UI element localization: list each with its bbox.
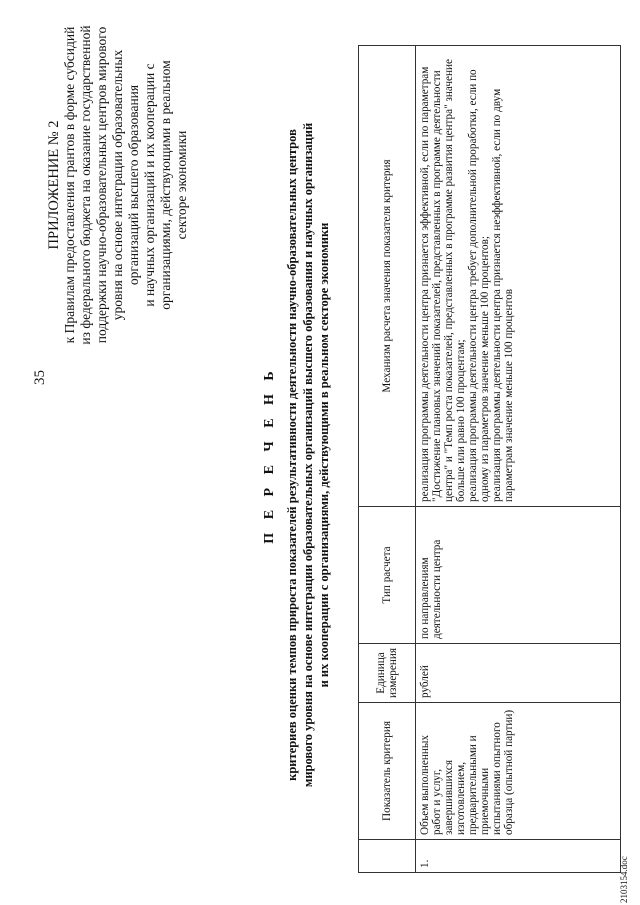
- table-row: [416, 46, 621, 873]
- row-unit: рублей: [416, 644, 621, 703]
- document-id: 2103154.doc: [619, 856, 629, 903]
- appendix-title: ПРИЛОЖЕНИЕ № 2: [46, 120, 62, 250]
- document-heading: [262, 85, 332, 825]
- row-indicator: Объем выполненных работ и услуг, завершившихся изготовлением, предварительными и приемочными испытаниями опытного образца (опытной партии): [416, 703, 621, 840]
- appendix-subtitle-line: организациями, действующими в реальном: [158, 60, 173, 310]
- header-calc-type: Тип расчета: [359, 507, 416, 644]
- header-mechanism: Механизм расчета значения показателя критерия: [359, 46, 416, 507]
- row-mechanism: [416, 46, 621, 507]
- heading-title: П Е Р Е Ч Е Н Ь: [262, 366, 277, 544]
- mechanism-clause: реализация программы деятельности центра признается неэффективной, если по двум параметрам значение меньше 100 процентов: [491, 88, 515, 502]
- mechanism-clause: реализация программы деятельности центра признается эффективной, если по параметрам "Достижение плановых значений показателей, представленных в программе деятельности центра" и "Темп роста показателей, представленных в программе развития центра" значение больше или равно 100 процентам;: [419, 59, 467, 502]
- appendix-subtitle-line: уровня на основе интеграции образовательных: [110, 49, 125, 321]
- header-indicator: Показатель критерия: [359, 703, 416, 840]
- row-calc-type: по направлениям деятельности центра: [416, 507, 621, 644]
- appendix-subtitle-line: из федерального бюджета на оказание государственной: [78, 25, 93, 345]
- page-number: 35: [32, 370, 48, 385]
- heading-line: критериев оценки темпов прироста показателей результативности деятельности научно-образовательных центров: [285, 129, 299, 781]
- criteria-table: [358, 45, 621, 873]
- mechanism-clause: реализация программы деятельности центра требует дополнительной проработки, если по одному из параметров значение меньше 100 процентов;: [467, 69, 491, 502]
- appendix-subtitle-line: поддержки научно-образовательных центров мирового: [94, 26, 109, 344]
- header-number: [359, 840, 416, 873]
- row-number: 1.: [416, 840, 621, 873]
- heading-line: мирового уровня на основе интеграции образовательных организаций высшего образования и научных организаций: [301, 122, 315, 788]
- appendix-subtitle-line: и научных организаций и их кооперации с: [142, 63, 157, 307]
- appendix-subtitle-line: секторе экономики: [174, 130, 189, 240]
- header-unit: Единица измерения: [359, 644, 416, 703]
- heading-line: и их кооперации с организациями, действующими в реальном секторе экономики: [317, 222, 331, 688]
- appendix-block: [46, 20, 190, 350]
- appendix-subtitle-line: организаций высшего образования: [126, 84, 141, 286]
- appendix-subtitle-line: к Правилам предоставления грантов в форме субсидий: [62, 26, 77, 344]
- table-header-row: [359, 46, 416, 873]
